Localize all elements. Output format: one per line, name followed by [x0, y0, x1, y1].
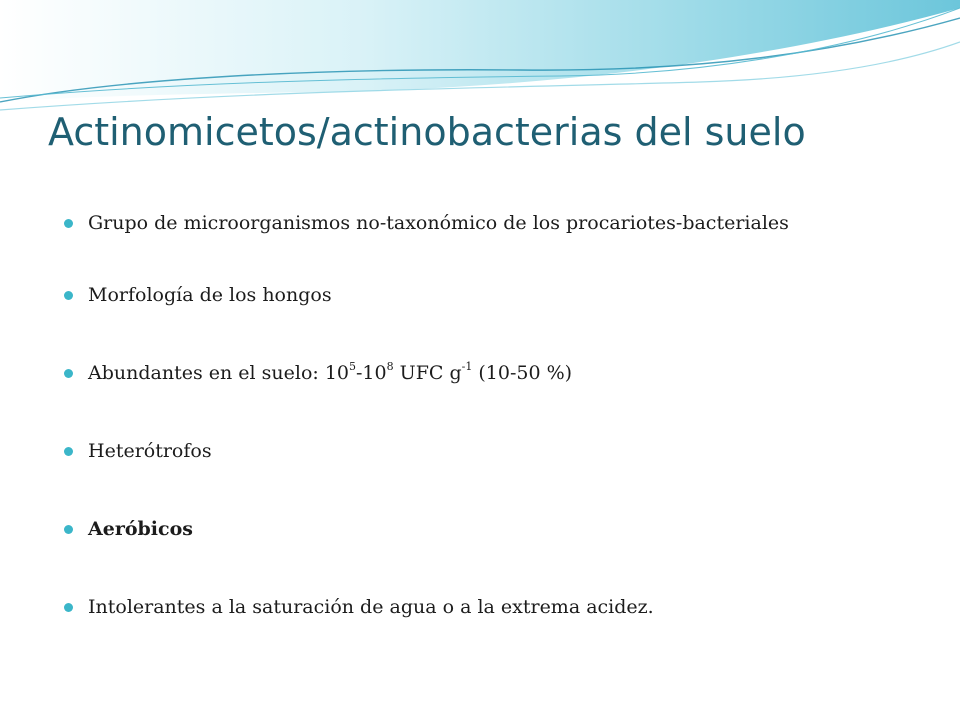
bullet-item-intolerance	[64, 594, 824, 620]
bullet-exponent-1: 5	[349, 360, 357, 374]
bullet-text-group: Grupo de microorganismos no-taxonómico de los procariotes-bacteriales	[88, 212, 789, 234]
bullet-dot-icon	[64, 447, 73, 456]
bullet-exponent-3: -1	[461, 360, 473, 374]
decorative-wave-header	[0, 0, 960, 120]
bullet-item-aerobic	[64, 516, 824, 542]
bullet-text-heterotrophs: Heterótrofos	[88, 440, 212, 462]
bullet-text-abundance-mid: -10	[356, 362, 387, 384]
bullet-text-abundance-prefix: Abundantes en el suelo: 10	[88, 362, 349, 384]
bullet-dot-icon	[64, 603, 73, 612]
bullet-dot-icon	[64, 525, 73, 534]
bullet-text-morphology: Morfología de los hongos	[88, 284, 332, 306]
bullet-item-group	[64, 210, 824, 236]
bullet-list	[64, 210, 824, 672]
bullet-item-abundance	[64, 360, 824, 386]
bullet-text-aerobic: Aeróbicos	[88, 518, 193, 540]
bullet-dot-icon	[64, 369, 73, 378]
bullet-dot-icon	[64, 291, 73, 300]
bullet-text-intolerance: Intolerantes a la saturación de agua o a la extrema acidez.	[88, 596, 654, 618]
bullet-exponent-2: 8	[386, 360, 394, 374]
slide-title: Actinomicetos/actinobacterias del suelo	[48, 110, 806, 154]
bullet-item-morphology	[64, 282, 824, 308]
bullet-text-abundance-unit: UFC g	[393, 362, 462, 384]
bullet-item-heterotrophs	[64, 438, 824, 464]
bullet-text-abundance-suffix: (10-50 %)	[472, 362, 573, 384]
bullet-dot-icon	[64, 219, 73, 228]
